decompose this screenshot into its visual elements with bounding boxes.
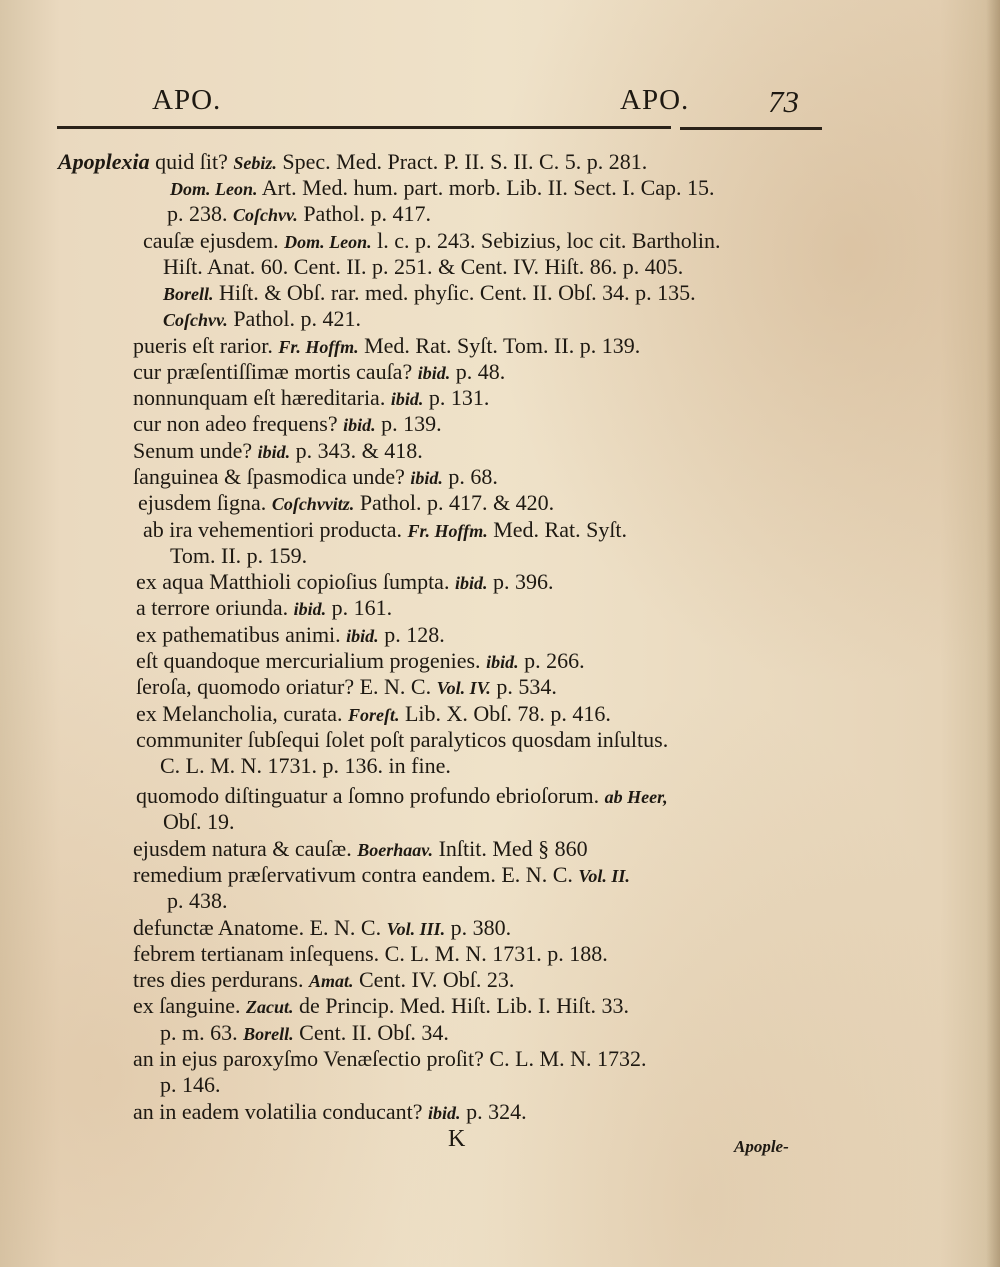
entry-line: quomodo diſtinguatur a ſomno profundo ebrioſorum. ab Heer, xyxy=(136,783,668,808)
entry-line: p. 146. xyxy=(160,1072,221,1097)
entry-line: cauſæ ejusdem. Dom. Leon. l. c. p. 243. Sebizius, loc cit. Bartholin. xyxy=(143,228,721,253)
entry-line: Dom. Leon. Art. Med. hum. part. morb. Lib. II. Sect. I. Cap. 15. xyxy=(170,175,715,200)
entry-line: ex Melancholia, curata. Foreſt. Lib. X. Obſ. 78. p. 416. xyxy=(136,701,611,726)
entry-line: ex pathematibus animi. ibid. p. 128. xyxy=(136,622,445,647)
entry-line: ab ira vehementiori producta. Fr. Hoffm. Med. Rat. Syſt. xyxy=(143,517,628,542)
signature-mark: K xyxy=(448,1126,466,1152)
entry-line: tres dies perdurans. Amat. Cent. IV. Obſ. 23. xyxy=(133,967,515,992)
entry-line: Senum unde? ibid. p. 343. & 418. xyxy=(133,438,423,463)
entry-line: Coſchvv. Pathol. p. 421. xyxy=(163,306,362,331)
entry-lemma: Apoplexia xyxy=(58,149,150,174)
entry-line: febrem tertianam inſequens. C. L. M. N. 1731. p. 188. xyxy=(133,941,608,966)
entry-line: ſeroſa, quomodo oriatur? E. N. C. Vol. IV. p. 534. xyxy=(136,674,557,699)
entry-line: a terrore oriunda. ibid. p. 161. xyxy=(136,595,393,620)
entry-line: nonnunquam eſt hæreditaria. ibid. p. 131. xyxy=(133,385,490,410)
entry-line: ejusdem natura & cauſæ. Boerhaav. Inſtit. Med § 860 xyxy=(133,836,588,861)
entry-line: Apoplexia quid ſit? Sebiz. Spec. Med. Pract. P. II. S. II. C. 5. p. 281. xyxy=(58,149,648,174)
entry-line: ex aqua Matthioli copioſius ſumpta. ibid. p. 396. xyxy=(136,569,554,594)
entry-line: Tom. II. p. 159. xyxy=(170,543,308,568)
entry-line: Hiſt. Anat. 60. Cent. II. p. 251. & Cent. IV. Hiſt. 86. p. 405. xyxy=(163,254,684,279)
entry-line: pueris eſt rarior. Fr. Hoffm. Med. Rat. Syſt. Tom. II. p. 139. xyxy=(133,333,641,358)
entry-line: an in ejus paroxyſmo Venæſectio proſit? C. L. M. N. 1732. xyxy=(133,1046,647,1071)
entry-line: remedium præſervativum contra eandem. E. N. C. Vol. II. xyxy=(133,862,630,887)
catchword: Apople- xyxy=(734,1137,789,1156)
entry-line: p. 438. xyxy=(167,888,228,913)
entry-line: defunctæ Anatome. E. N. C. Vol. III. p. 380. xyxy=(133,915,512,940)
entry-line: communiter ſubſequi ſolet poſt paralyticos quosdam inſultus. xyxy=(136,727,669,752)
entry-line: cur non adeo frequens? ibid. p. 139. xyxy=(133,411,442,436)
page-number: 73 xyxy=(768,84,799,119)
entry-line: ejusdem ſigna. Coſchvvitz. Pathol. p. 417. & 420. xyxy=(138,490,555,515)
entry-line: p. m. 63. Borell. Cent. II. Obſ. 34. xyxy=(160,1020,449,1045)
entry-line: Borell. Hiſt. & Obſ. rar. med. phyſic. Cent. II. Obſ. 34. p. 135. xyxy=(163,280,696,305)
entry-line: eſt quandoque mercurialium progenies. ibid. p. 266. xyxy=(136,648,585,673)
header-right-title: APO. xyxy=(620,84,690,116)
entry-line: p. 238. Coſchvv. Pathol. p. 417. xyxy=(167,201,432,226)
entry-line: ex ſanguine. Zacut. de Princip. Med. Hiſt. Lib. I. Hiſt. 33. xyxy=(133,993,629,1018)
entry-line: an in eadem volatilia conducant? ibid. p. 324. xyxy=(133,1099,527,1124)
entry-line: Obſ. 19. xyxy=(163,809,235,834)
header-left-title: APO. xyxy=(152,84,222,116)
entry-line: ſanguinea & ſpasmodica unde? ibid. p. 68. xyxy=(133,464,498,489)
entry-line: cur præſentiſſimæ mortis cauſa? ibid. p. 48. xyxy=(133,359,506,384)
entry-line: C. L. M. N. 1731. p. 136. in fine. xyxy=(160,753,451,778)
